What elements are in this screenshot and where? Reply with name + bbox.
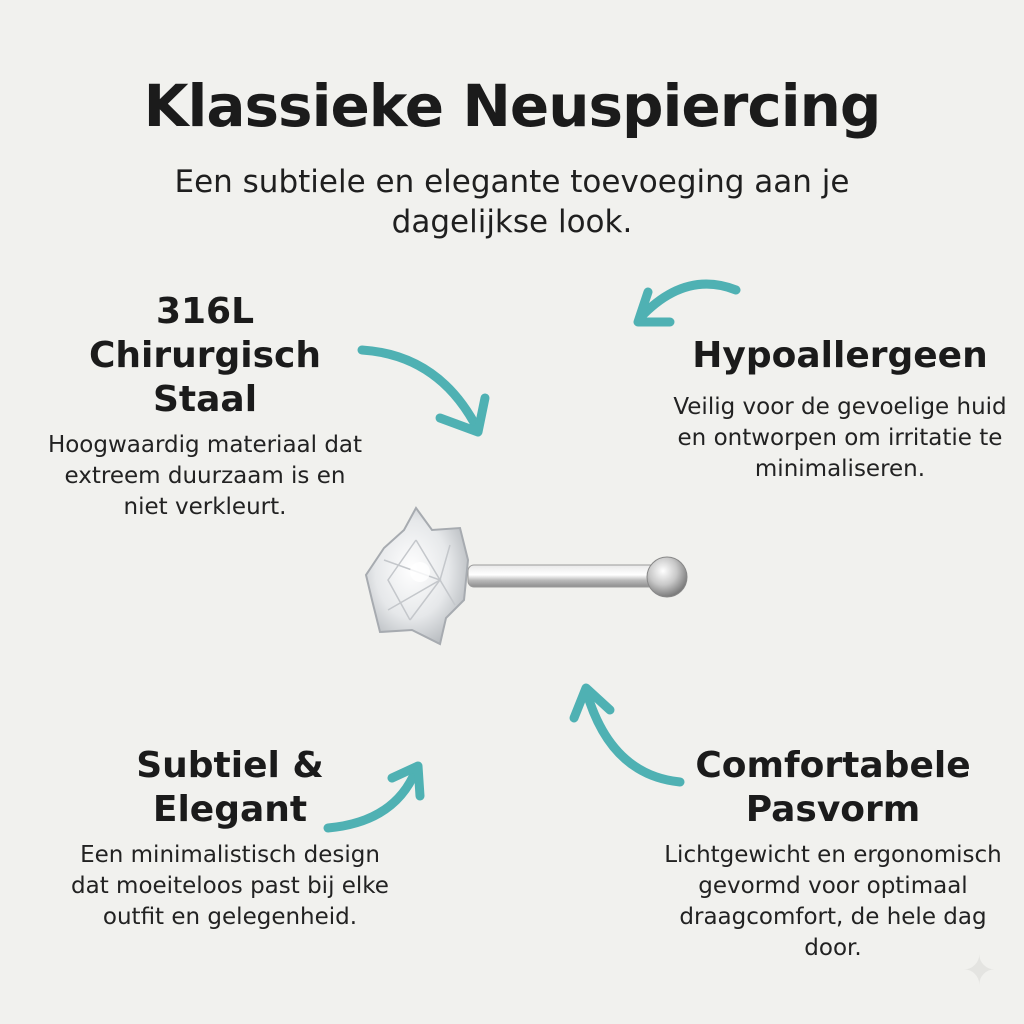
page-title: Klassieke Neuspiercing <box>143 72 881 140</box>
feature-text: Veilig voor de gevoelige huid en ontworpen om irritatie te minimaliseren. <box>673 394 1007 482</box>
feature-heading: Comfortabele Pasvorm <box>695 745 971 830</box>
curved-arrow-icon <box>328 766 420 828</box>
nose-stud-image <box>366 508 687 644</box>
feature-heading: Hypoallergeen <box>692 335 988 376</box>
feature-text: Lichtgewicht en ergonomisch gevormd voor optimaal draagcomfort, de hele dag door. <box>664 842 1002 961</box>
feature-text: Hoogwaardig materiaal dat extreem duurzaam is en niet verkleurt. <box>47 432 363 520</box>
curved-arrow-icon <box>638 284 736 322</box>
curved-arrow-icon <box>362 350 485 432</box>
feature-heading: 316L Chirurgisch Staal <box>88 291 322 420</box>
curved-arrow-icon <box>574 688 680 782</box>
page-subtitle: Een subtiele en elegante toevoeging aan je dagelijkse look. <box>174 164 850 240</box>
feature-text: Een minimalistisch design dat moeiteloos past bij elke outfit en gelegenheid. <box>71 842 389 930</box>
sparkle-icon: ✦ <box>962 948 996 994</box>
feature-heading: Subtiel & Elegant <box>136 745 324 830</box>
